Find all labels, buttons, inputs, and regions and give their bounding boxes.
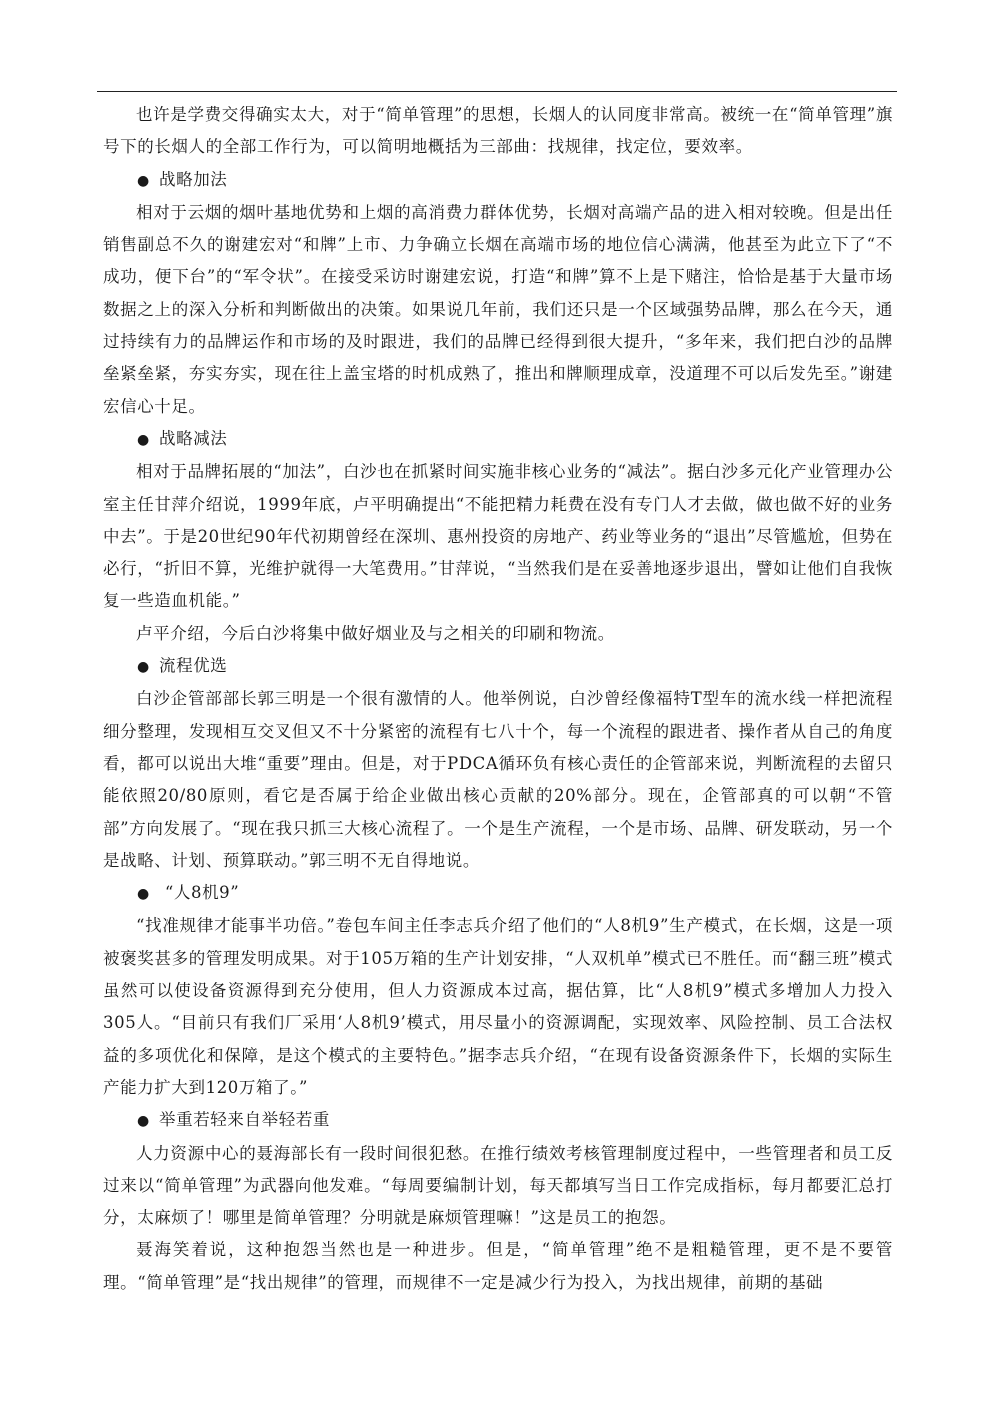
section-heading xyxy=(103,164,893,197)
bullet-icon: ● xyxy=(137,172,150,189)
bullet-icon: ● xyxy=(137,886,150,903)
section-heading-text: 战略加法 xyxy=(159,169,228,189)
bullet-icon: ● xyxy=(137,1113,150,1130)
paragraph: 相对于品牌拓展的“加法”，白沙也在抓紧时间实施非核心业务的“减法”。据白沙多元化产业管理办公室主任甘萍介绍说，1999年底，卢平明确提出“不能把精力耗费在没有专门人才去做，做也做不好的业务中去”。于是20世纪90年代初期曾经在深圳、惠州投资的房地产、药业等业务的“退出”尽管尴尬，但势在必行，“折旧不算，光维护就得一大笔费用。”甘萍说，“当然我们是在妥善地逐步退出，譬如让他们自我恢复一些造血机能。” xyxy=(103,462,893,611)
section-heading-text: “人8机9” xyxy=(159,883,240,903)
section-heading xyxy=(103,877,893,910)
section-heading-text: 战略减法 xyxy=(159,428,228,448)
paragraph: 也许是学费交得确实太大，对于“简单管理”的思想，长烟人的认同度非常高。被统一在“简单管理”旗号下的长烟人的全部工作行为，可以简明地概括为三部曲：找规律，找定位，要效率。 xyxy=(103,105,893,157)
section-heading-text: 举重若轻来自举轻若重 xyxy=(159,1110,330,1130)
article-body xyxy=(103,99,893,1299)
section-heading xyxy=(103,650,893,683)
paragraph: 聂海笑着说，这种抱怨当然也是一种进步。但是，“简单管理”绝不是粗糙管理，更不是不要管理。“简单管理”是“找出规律”的管理，而规律不一定是减少行为投入，为找出规律，前期的基础 xyxy=(103,1240,893,1292)
bullet-icon: ● xyxy=(137,659,150,676)
paragraph: 白沙企管部部长郭三明是一个很有激情的人。他举例说，白沙曾经像福特T型车的流水线一样把流程细分整理，发现相互交叉但又不十分紧密的流程有七八十个，每一个流程的跟进者、操作者从自己的角度看，都可以说出大堆“重要”理由。但是，对于PDCA循环负有核心责任的企管部来说，判断流程的去留只能依照20/80原则，看它是否属于给企业做出核心贡献的20%部分。现在，企管部真的可以朝“不管部”方向发展了。“现在我只抓三大核心流程了。一个是生产流程，一个是市场、品牌、研发联动，另一个是战略、计划、预算联动。”郭三明不无自得地说。 xyxy=(103,689,893,870)
section-heading xyxy=(103,1104,893,1137)
paragraph: “找准规律才能事半功倍。”卷包车间主任李志兵介绍了他们的“人8机9”生产模式，在长烟，这是一项被褒奖甚多的管理发明成果。对于105万箱的生产计划安排，“人双机单”模式已不胜任。而“翻三班”模式虽然可以使设备资源得到充分使用，但人力资源成本过高，据估算，比“人8机9”模式多增加人力投入305人。“目前只有我们厂采用‘人8机9’模式，用尽量小的资源调配，实现效率、风险控制、员工合法权益的多项优化和保障，是这个模式的主要特色。”据李志兵介绍，“在现有设备资源条件下，长烟的实际生产能力扩大到120万箱了。” xyxy=(103,916,893,1097)
paragraph: 卢平介绍，今后白沙将集中做好烟业及与之相关的印刷和物流。 xyxy=(136,623,615,643)
paragraph: 人力资源中心的聂海部长有一段时间很犯愁。在推行绩效考核管理制度过程中，一些管理者和员工反过来以“简单管理”为武器向他发难。“每周要编制计划，每天都填写当日工作完成指标，每月都要汇总打分，太麻烦了！哪里是简单管理？分明就是麻烦管理嘛！”这是员工的抱怨。 xyxy=(103,1143,893,1228)
paragraph: 相对于云烟的烟叶基地优势和上烟的高消费力群体优势，长烟对高端产品的进入相对较晚。但是出任销售副总不久的谢建宏对“和牌”上市、力争确立长烟在高端市场的地位信心满满，他甚至为此立下了“不成功，便下台”的“军令状”。在接受采访时谢建宏说，打造“和牌”算不上是下赌注，恰恰是基于大量市场数据之上的深入分析和判断做出的决策。如果说几年前，我们还只是一个区域强势品牌，那么在今天，通过持续有力的品牌运作和市场的及时跟进，我们的品牌已经得到很大提升，“多年来，我们把白沙的品牌垒紧垒紧，夯实夯实，现在往上盖宝塔的时机成熟了，推出和牌顺理成章，没道理不可以后发先至。”谢建宏信心十足。 xyxy=(103,202,893,416)
section-heading-text: 流程优选 xyxy=(159,656,228,676)
header-rule xyxy=(97,91,897,92)
bullet-icon: ● xyxy=(137,431,150,448)
section-heading xyxy=(103,423,893,456)
